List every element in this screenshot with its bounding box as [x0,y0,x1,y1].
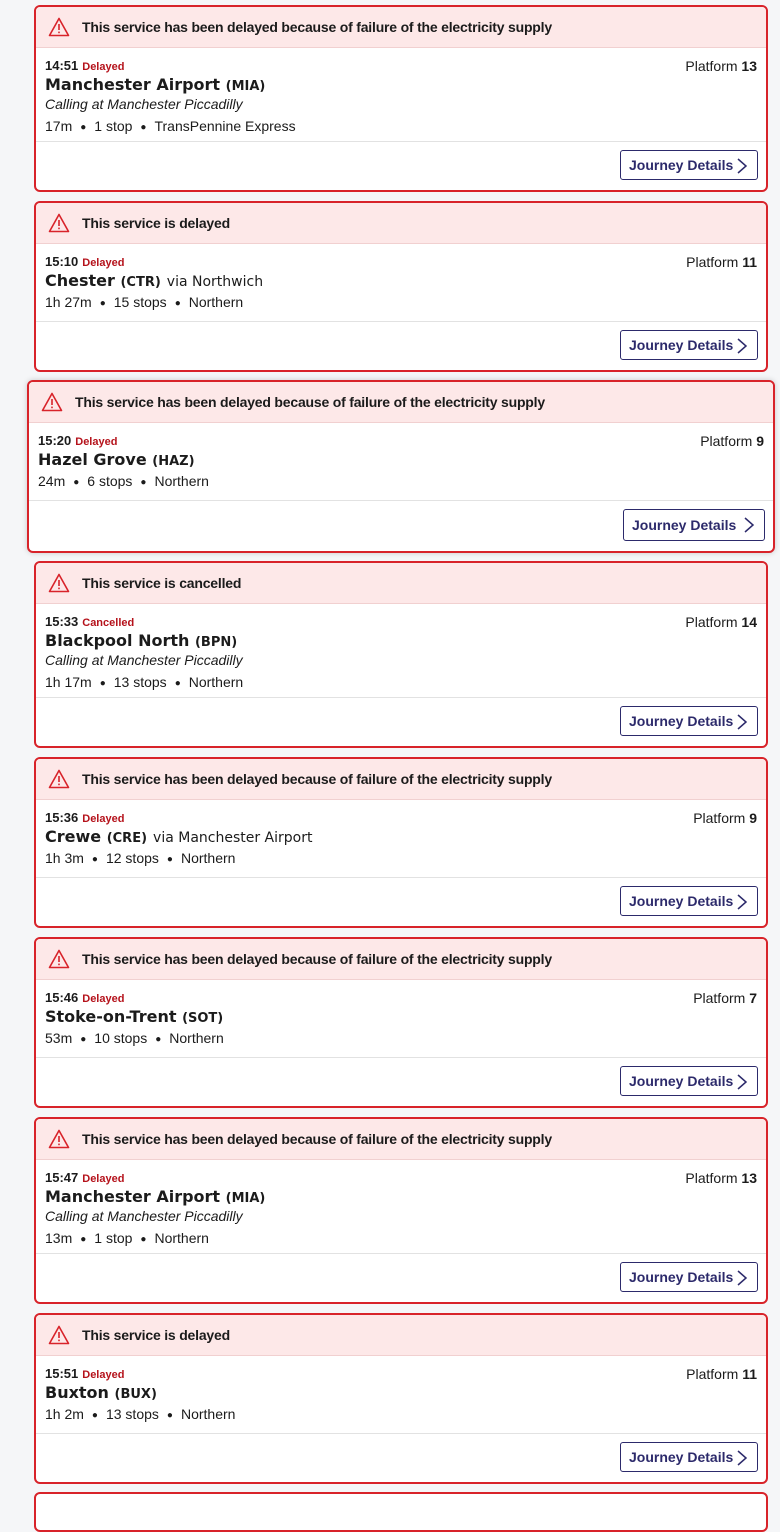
station-code: (MIA) [225,79,266,94]
departure-time: 15:33 [45,614,79,629]
journey-meta: 1h 2m ● 13 stops ● Northern [45,1406,236,1422]
alert-message: This service has been delayed because of failure of the electricity supply [82,771,552,787]
journey-meta: 24m ● 6 stops ● Northern [38,473,209,489]
alert-banner [36,563,766,604]
journey-details-button[interactable]: Journey Details [620,150,758,180]
journey-details-button[interactable]: Journey Details [620,1442,758,1472]
platform: Platform 9 [700,433,764,449]
departure-time: 15:46 [45,990,79,1005]
status-badge: Cancelled [82,617,135,629]
journey-details-button[interactable]: Journey Details [620,886,758,916]
chevron-right-icon [735,158,749,174]
platform: Platform 9 [693,810,757,826]
platform-number: 7 [749,990,757,1006]
journey-meta: 1h 27m ● 15 stops ● Northern [45,294,244,310]
service-card[interactable] [34,757,768,928]
alert-banner [36,759,766,800]
departure-time: 15:51 [45,1366,79,1381]
service-card[interactable] [34,937,768,1108]
platform-number: 11 [742,1366,757,1382]
service-card[interactable] [34,5,768,192]
destination: Manchester Airport (MIA) [45,1187,266,1206]
warning-triangle-icon [48,948,70,970]
alert-message: This service is cancelled [82,575,242,591]
departure-time: 15:36 [45,810,79,825]
platform-number: 11 [742,254,757,270]
alert-banner [36,939,766,980]
status-badge: Delayed [82,1369,125,1381]
destination: Crewe (CRE) via Manchester Airport [45,827,313,846]
alert-message: This service has been delayed because of failure of the electricity supply [82,1131,552,1147]
platform-number: 9 [756,433,764,449]
destination: Chester (CTR) via Northwich [45,271,264,290]
journey-details-button[interactable]: Journey Details [620,1066,758,1096]
journey-details-button[interactable]: Journey Details [623,509,765,541]
chevron-right-icon [735,1450,749,1466]
alert-banner [36,1119,766,1160]
service-card-partial[interactable] [34,1492,768,1532]
service-card[interactable] [34,1117,768,1304]
warning-triangle-icon [48,768,70,790]
service-card[interactable] [34,201,768,372]
calling-at: Calling at Manchester Piccadilly [45,652,243,668]
chevron-right-icon [735,1074,749,1090]
departure-time: 15:10 [45,254,79,269]
calling-at: Calling at Manchester Piccadilly [45,1208,243,1224]
service-card[interactable] [34,561,768,748]
journey-meta: 1h 17m ● 13 stops ● Northern [45,674,244,690]
destination: Hazel Grove (HAZ) [38,450,195,469]
chevron-right-icon [735,894,749,910]
station-code: (CTR) [120,275,161,290]
status-badge: Delayed [82,993,125,1005]
platform: Platform 7 [693,990,757,1006]
status-badge: Delayed [82,61,125,73]
station-code: (SOT) [182,1011,224,1026]
station-code: (BPN) [194,635,238,650]
station-code: (MIA) [225,1191,266,1206]
destination: Buxton (BUX) [45,1383,157,1402]
warning-triangle-icon [48,1128,70,1150]
service-card[interactable] [27,380,775,553]
alert-banner [29,382,773,423]
chevron-right-icon [735,338,749,354]
alert-message: This service has been delayed because of failure of the electricity supply [82,951,552,967]
calling-at: Calling at Manchester Piccadilly [45,96,243,112]
station-code: (CRE) [106,831,148,846]
alert-message: This service is delayed [82,215,230,231]
platform: Platform 11 [686,254,757,270]
alert-message: This service has been delayed because of failure of the electricity supply [82,19,552,35]
warning-triangle-icon [48,16,70,38]
platform-number: 14 [741,614,757,630]
via-text: via Manchester Airport [153,830,313,846]
status-badge: Delayed [82,257,125,269]
journey-meta: 1h 3m ● 12 stops ● Northern [45,850,236,866]
warning-triangle-icon [48,572,70,594]
destination: Blackpool North (BPN) [45,631,238,650]
platform: Platform 14 [685,614,757,630]
alert-banner [36,7,766,48]
status-badge: Delayed [82,1173,125,1185]
departure-time: 15:47 [45,1170,79,1185]
destination: Manchester Airport (MIA) [45,75,266,94]
journey-meta: 13m ● 1 stop ● Northern [45,1230,209,1246]
warning-triangle-icon [41,391,63,413]
platform-number: 13 [741,1170,757,1186]
warning-triangle-icon [48,212,70,234]
chevron-right-icon [735,1270,749,1286]
alert-message: This service has been delayed because of failure of the electricity supply [75,394,545,410]
platform: Platform 13 [685,58,757,74]
station-code: (BUX) [114,1387,157,1402]
journey-meta: 53m ● 10 stops ● Northern [45,1030,224,1046]
journey-meta: 17m ● 1 stop ● TransPennine Express [45,118,296,134]
journey-details-button[interactable]: Journey Details [620,1262,758,1292]
platform: Platform 13 [685,1170,757,1186]
platform-number: 13 [741,58,757,74]
alert-message: This service is delayed [82,1327,230,1343]
via-text: via Northwich [166,274,264,290]
journey-details-button[interactable]: Journey Details [620,706,758,736]
status-badge: Delayed [75,436,118,448]
departure-time: 15:20 [38,433,72,448]
station-code: (HAZ) [152,454,195,469]
chevron-right-icon [742,517,756,533]
platform-number: 9 [749,810,757,826]
chevron-right-icon [735,714,749,730]
alert-banner [36,203,766,244]
platform: Platform 11 [686,1366,757,1382]
departure-time: 14:51 [45,58,79,73]
service-card[interactable] [34,1313,768,1484]
journey-details-button[interactable]: Journey Details [620,330,758,360]
warning-triangle-icon [48,1324,70,1346]
status-badge: Delayed [82,813,125,825]
alert-banner [36,1315,766,1356]
destination: Stoke-on-Trent (SOT) [45,1007,224,1026]
